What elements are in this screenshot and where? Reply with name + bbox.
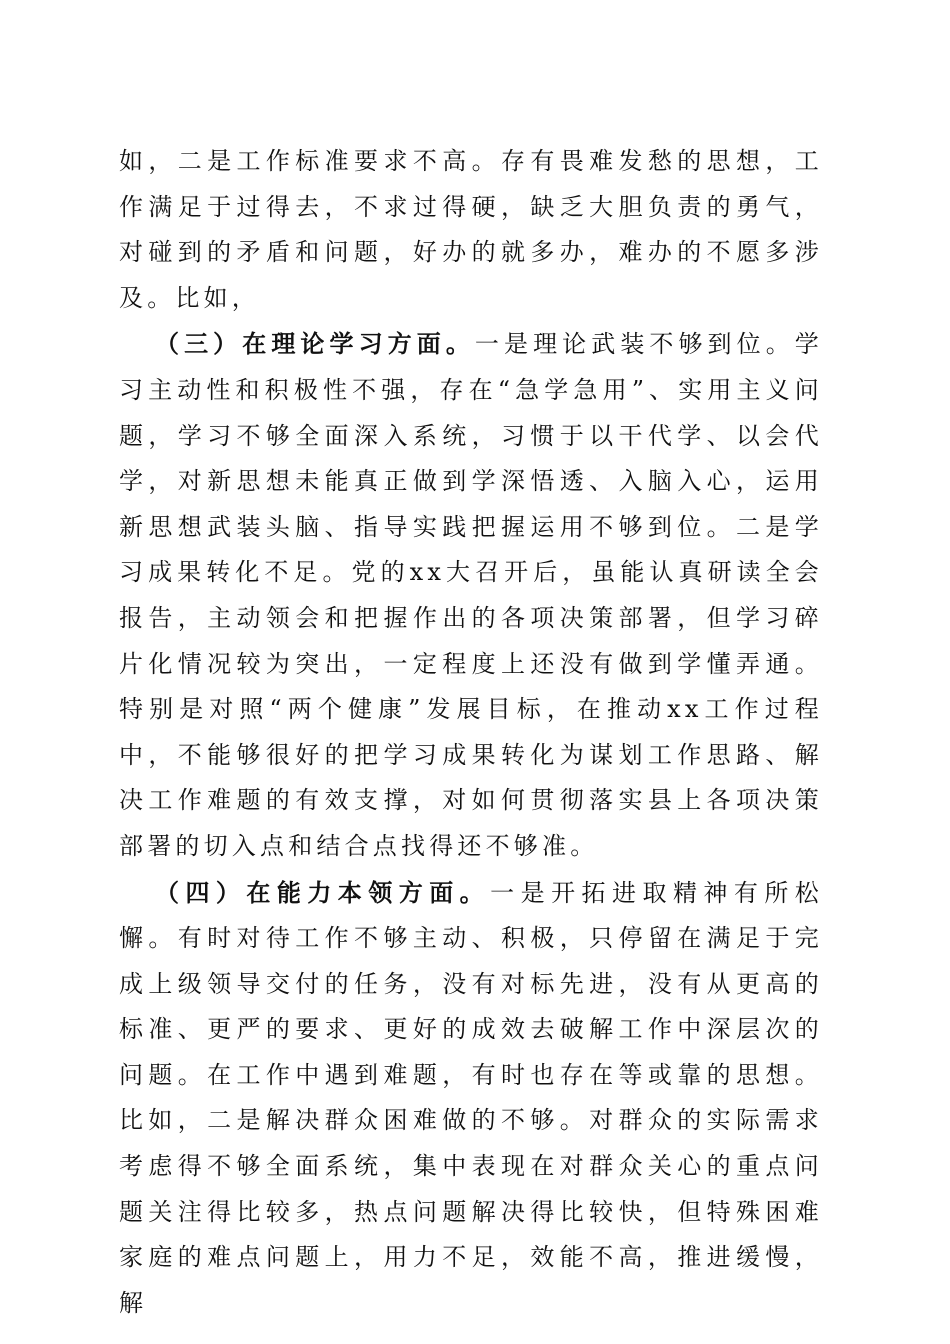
document-body — [119, 139, 823, 1326]
paragraph-section-3 — [119, 321, 823, 869]
paragraph-continued: 如，二是工作标准要求不高。存有畏难发愁的思想，工作满足于过得去，不求过得硬，缺乏大胆负责的勇气，对碰到的矛盾和问题，好办的就多办，难办的不愿多涉及。比如， — [119, 147, 823, 312]
section-3-heading: （三）在理论学习方面。 — [155, 329, 475, 359]
section-4-body: 一是开拓进取精神有所松懈。有时对待工作不够主动、积极，只停留在满足于完成上级领导交付的任务，没有对标先进，没有从更高的标准、更严的要求、更好的成效去破解工作中深层次的问题。在工作中遇到难题，有时也存在等或靠的思想。比如，二是解决群众困难做的不够。对群众的实际需求考虑得不够全面系统，集中表现在对群众关心的重点问题关注得比较多，热点问题解决得比较快，但特殊困难家庭的难点问题上，用力不足，效能不高，推进缓慢，解 — [119, 878, 824, 1317]
section-4-heading: （四）在能力本领方面。 — [155, 877, 491, 907]
paragraph-section-4 — [119, 870, 823, 1327]
section-3-body: 一是理论武装不够到位。学习主动性和积极性不强，存在“急学急用”、实用主义问题，学习不够全面深入系统，习惯于以干代学、以会代学，对新思想未能真正做到学深悟透、入脑入心，运用新思想武装头脑、指导实践把握运用不够到位。二是学习成果转化不足。党的xx大召开后，虽能认真研读全会报告，主动领会和把握作出的各项决策部署，但学习碎片化情况较为突出，一定程度上还没有做到学懂弄通。特别是对照“两个健康”发展目标，在推动xx工作过程中，不能够很好的把学习成果转化为谋划工作思路、解决工作难题的有效支撑，对如何贯彻落实县上各项决策部署的切入点和结合点找得还不够准。 — [119, 330, 824, 860]
